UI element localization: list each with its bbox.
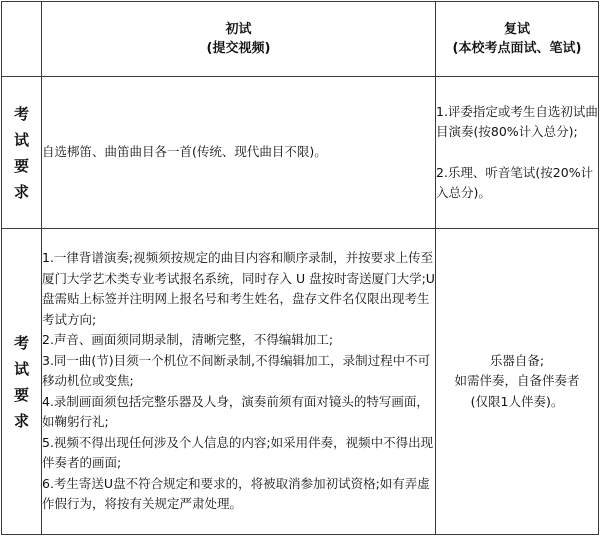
exam-requirements-row-2 <box>2 229 599 535</box>
corner-cell <box>2 2 42 77</box>
row-label-1 <box>2 77 42 229</box>
label-char: 要 <box>13 385 29 404</box>
rule-item: 3.同一曲(节)目须一个机位不间断录制,不得编辑加工，录制过程中不可移动机位或变焦; <box>42 352 431 389</box>
initial-title: 初试 <box>225 22 252 37</box>
label-char: 试 <box>13 130 29 149</box>
retest-line: (仅限1人伴奏)。 <box>470 393 564 409</box>
label-char: 试 <box>13 359 29 378</box>
retest-line: 乐器自备; <box>489 352 545 368</box>
rule-item: 4.录制画面须包括完整乐器及人身，演奏前须有面对镜头的特写画面，如鞠躬行礼; <box>42 393 429 430</box>
rule-item: 1.一律背谱演奏;视频须按规定的曲目内容和顺序录制，并按要求上传至厦门大学艺术类专业考试报名系统，同时存入 U 盘按时寄送厦门大学;U 盘需贴上标签并注明网上报名号和考生姓名，盘存文件名仅限出现考生考试方向; <box>42 250 435 327</box>
requirements-table <box>1 1 599 535</box>
row-label-2 <box>2 229 42 535</box>
initial-rules-list <box>42 229 436 535</box>
label-char: 考 <box>13 333 29 352</box>
retest-item: 1.评委指定或考生自选初试曲目演奏(按80%计入总分); <box>436 103 598 139</box>
rule-item: 6.考生寄送U盘不符合规定和要求的，将被取消参加初试资格;如有弄虚作假行为，将按有关规定严肃处理。 <box>42 475 430 512</box>
retest-line: 如需伴奏，自备伴奏者 <box>454 373 580 389</box>
label-char: 求 <box>13 411 29 430</box>
initial-subtitle: (提交视频) <box>206 41 271 56</box>
retest-header <box>436 2 599 77</box>
retest-subtitle: (本校考点面试、笔试) <box>452 41 582 56</box>
exam-requirements-row-1 <box>2 77 599 229</box>
rule-item: 2.声音、画面须同期录制，清晰完整，不得编辑加工; <box>42 332 334 348</box>
retest-requirement <box>436 77 599 229</box>
rule-item: 5.视频不得出现任何涉及个人信息的内容;如采用伴奏，视频中不得出现伴奏者的画面; <box>42 434 434 471</box>
initial-requirement: 自选梆笛、曲笛曲目各一首(传统、现代曲目不限)。 <box>42 77 436 229</box>
label-char: 求 <box>13 182 29 201</box>
label-char: 要 <box>13 156 29 175</box>
retest-instrument-note <box>436 229 599 535</box>
initial-header <box>42 2 436 77</box>
retest-title: 复试 <box>503 22 530 37</box>
header-row <box>2 2 599 77</box>
label-char: 考 <box>13 104 29 123</box>
retest-item: 2.乐理、听音笔试(按20%计入总分)。 <box>436 164 594 200</box>
